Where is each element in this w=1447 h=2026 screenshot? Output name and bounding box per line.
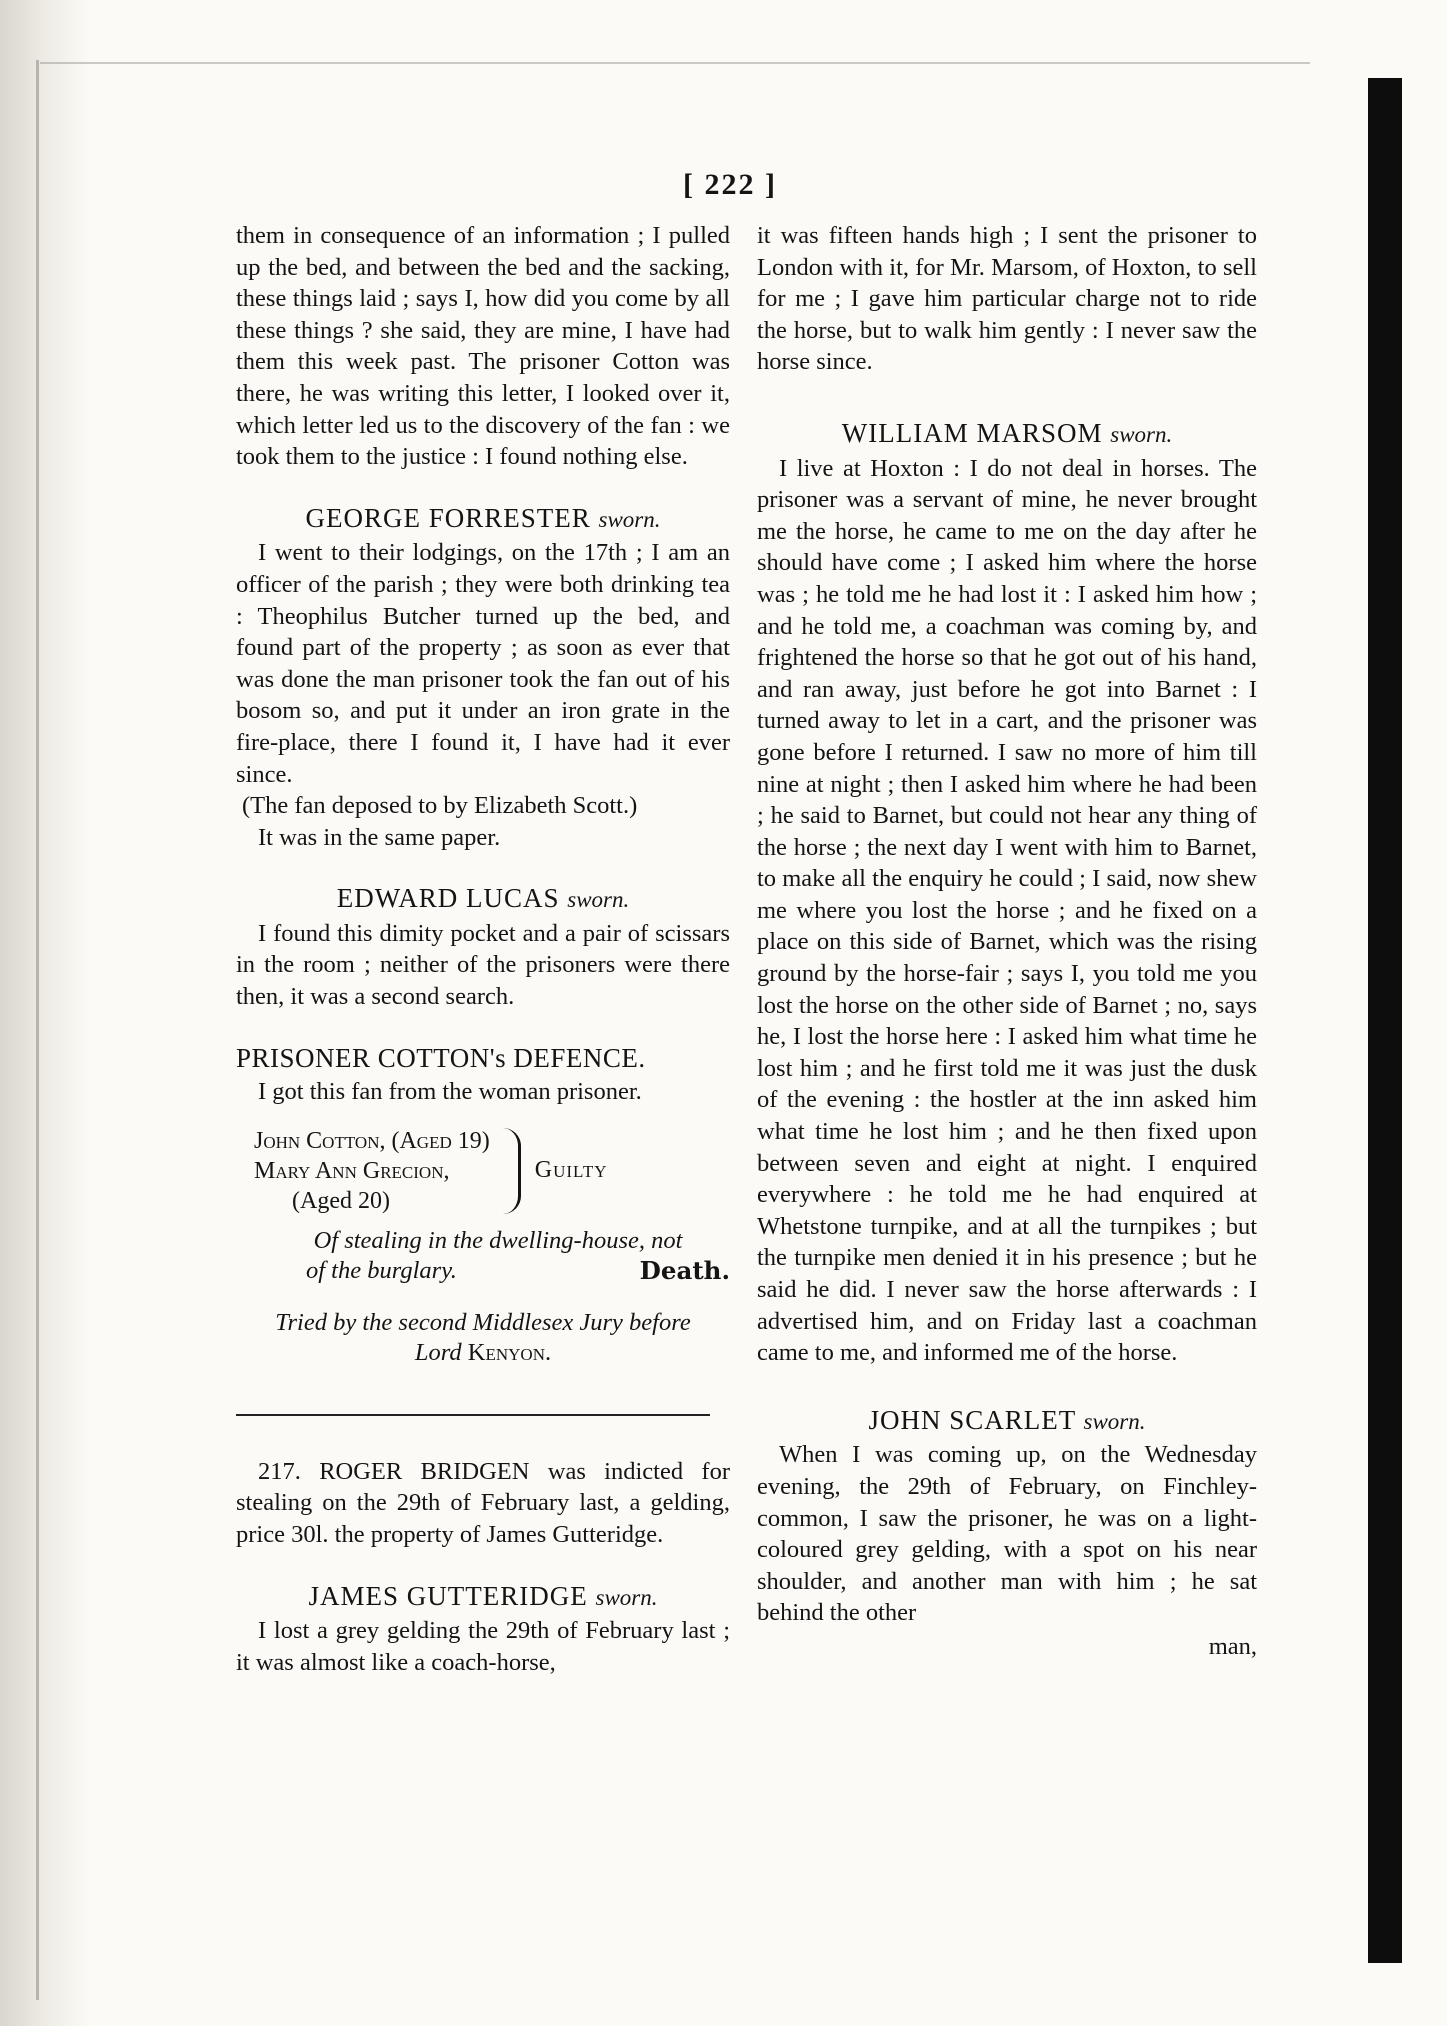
witness-name: GEORGE FORRESTER (305, 502, 591, 533)
left-column (236, 220, 730, 1678)
section-divider (236, 1414, 710, 1416)
defendant-age: (Aged 20) (292, 1187, 390, 1214)
testimony-forrester: I went to their lodgings, on the 17th ; I am an officer of the parish ; they were both drinking tea : Theophilus Butcher turned up the bed, and found part of the property ; as soon as ever that was done the man prisoner took the fan out of his bosom so, and put it under an iron grate in the fire-place, there I found it, I have had it ever since. (236, 539, 730, 788)
defendant-name: Mary Ann Grecion, (254, 1157, 450, 1184)
witness-heading-forrester (236, 503, 730, 536)
verdict-result: Guilty (534, 1157, 608, 1184)
jury-judge-line (236, 1338, 730, 1368)
testimony-continuation: it was fifteen hands high ; I sent the prisoner to London with it, for Mr. Marsom, of Hoxton, to sell for me ; I gave him particular charge not to ride the horse, but to walk him gently : I never saw the horse since. (757, 222, 1257, 376)
page-number: [ 222 ] (683, 168, 777, 201)
page-edge-dark-bar (1368, 78, 1402, 1963)
death-sentence: Death. (639, 1255, 730, 1285)
witness-name: JOHN SCARLET (868, 1404, 1076, 1435)
witness-heading-gutteridge (236, 1581, 730, 1614)
witness-name: EDWARD LUCAS (336, 883, 560, 914)
defendant-names (254, 1126, 490, 1216)
sworn-label: sworn. (567, 887, 630, 913)
sworn-label: sworn. (598, 506, 661, 532)
judge-name: Kenyon. (467, 1338, 552, 1366)
fan-deposition-note: (The fan deposed to by Elizabeth Scott.) (242, 792, 638, 820)
sworn-label: sworn. (595, 1584, 658, 1610)
indictment-bridgen: 217. ROGER BRIDGEN was indicted for stealing on the 29th of February last, a gelding, price 30l. the property of James Gutteridge. (236, 1457, 730, 1549)
jury-lord: Lord (414, 1338, 462, 1366)
witness-heading-marsom (757, 418, 1257, 451)
testimony-gutteridge: I lost a grey gelding the 29th of February last ; it was almost like a coach-horse, (236, 1617, 730, 1676)
witness-name: JAMES GUTTERIDGE (308, 1580, 588, 1611)
sentence-line: Of stealing in the dwelling-house, not (313, 1226, 683, 1254)
jury-note (236, 1308, 730, 1368)
page-binding-shadow (0, 0, 90, 2026)
defence-statement: I got this fan from the woman prisoner. (258, 1078, 642, 1106)
verdict-block (254, 1126, 730, 1216)
defence-heading: PRISONER COTTON's DEFENCE. (236, 1042, 646, 1073)
binding-edge-line (36, 60, 39, 2000)
defendant-name: John Cotton, (Aged 19) (254, 1127, 490, 1154)
testimony-scarlet: When I was coming up, on the Wednesday evening, the 29th of February, on Finchley-common, I saw the prisoner, he was on a light-coloured grey gelding, with a spot on his near shoulder, and another man with him ; he sat behind the other (757, 1441, 1257, 1627)
sworn-label: sworn. (1110, 421, 1173, 447)
sentence-line (306, 1256, 730, 1286)
sworn-label: sworn. (1083, 1408, 1146, 1434)
witness-name: WILLIAM MARSOM (841, 417, 1103, 448)
right-column (757, 220, 1257, 1663)
jury-line: Tried by the second Middlesex Jury before (275, 1308, 691, 1336)
testimony-marsom: I live at Hoxton : I do not deal in horses. The prisoner was a servant of mine, he never brought me the horse, he came to me on the day after he should have come ; I asked him where the horse was ; he told me he had lost it : I asked him how ; and he told me, a coachman was coming by, and frightened the horse so that he got out of his hand, and ran away, just before he got into Barnet : I turned away to let in a cart, and the prisoner was gone before I returned. I saw no more of him till nine at night ; then I asked him where he had been ; he said to Barnet, but could not hear any thing of the horse ; the next day I went with him to Barnet, to make all the enquiry he could ; I said, now shew me where you lost the horse ; and he fixed on a place on this side of Barnet, which was the rising ground by the horse-fair ; says I, you told me you lost the horse on the other side of Barnet ; no, says he, I lost the horse here : I asked him what time he lost him ; and he first told me it was just the dusk of the evening : the hostler at the inn asked him what time he lost him ; and he then fixed upon between seven and eight at night. I enquired everywhere : he told me he had enquired at Whetstone turnpike, and at all the turnpikes ; but the turnpike men denied it in his presence ; but he said he did. I never saw the horse afterwards : I advertised him, and on Friday last a coachman came to me, and informed me of the horse. (757, 454, 1257, 1367)
same-paper-line: It was in the same paper. (258, 823, 501, 851)
testimony-continuation: them in consequence of an information ; I pulled up the bed, and between the bed and the sacking, these things laid ; says I, how did you come by all these things ? she said, they are mine, I have had them this week past. The prisoner Cotton was there, he was writing this letter, I looked over it, which letter led us to the discovery of the fan : we took them to the justice : I found nothing else. (236, 222, 730, 471)
witness-heading-scarlet (757, 1405, 1257, 1438)
sentence-text: of the burglary. (306, 1256, 457, 1284)
verdict-brace (500, 1128, 521, 1214)
catchword: man, (1208, 1632, 1257, 1660)
testimony-lucas: I found this dimity pocket and a pair of scissars in the room ; neither of the prisoners were there then, it was a second search. (236, 919, 730, 1011)
top-edge-line (40, 62, 1310, 64)
witness-heading-lucas (236, 883, 730, 916)
sentence (266, 1226, 730, 1286)
